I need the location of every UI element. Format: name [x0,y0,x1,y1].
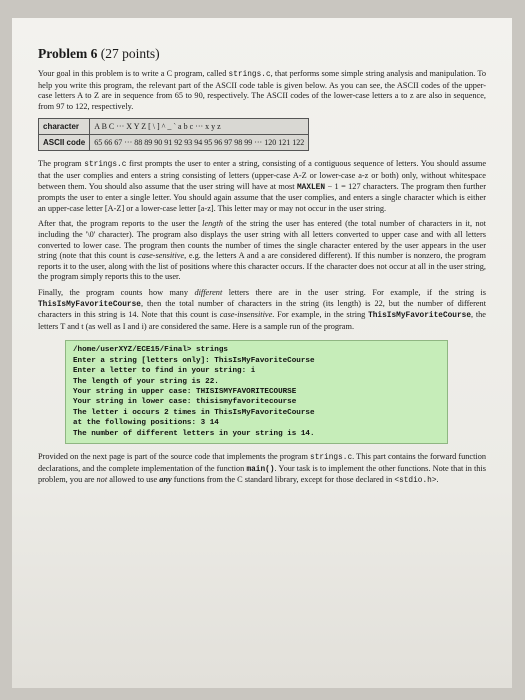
filename: strings.c [228,71,271,79]
emphasis: case-insensitive [219,310,273,320]
problem-points: (27 points) [100,46,160,61]
sample-line: Enter a letter to find in your string: i [73,367,256,376]
document-page [12,18,512,688]
sample-line: Enter a string [letters only]: ThisIsMyFavoriteCourse [73,356,315,365]
text: . [436,475,439,485]
paragraph-4 [38,452,486,487]
ascii-char-label: character [39,119,90,135]
ascii-code-label: ASCII code [39,135,90,151]
text: . This part contains the forward function declarations, and the complete implementation of the function [38,451,486,473]
paragraph-3 [38,288,486,332]
paragraph-2 [38,219,486,283]
function-name: main() [246,465,275,474]
text: After that, the program reports to the user the [38,219,203,229]
emphasis: case-sensitive [138,251,185,261]
sample-line: The letter i occurs 2 times in ThisIsMyFavoriteCourse [73,408,315,417]
text: functions from the C standard library, except for those declared in [171,475,395,485]
problem-name: Problem 6 [38,46,98,61]
emphasis: length [202,219,223,229]
emphasis: not [96,475,108,485]
sample-line: Your string in lower case: thisismyfavoritecourse [73,398,297,407]
text: Your goal in this problem is to write a C program, called [38,69,229,78]
text: , that performs some simple string analysis and manipulation. To help you write this program, the relevant part of the ASCII code table is given below. As you can see, the ASCII codes of the upper-case letters A to Z are in sequence from 65 to 90, respectively. The ASCII codes of the lower-case letters a to z are also in sequence, from 97 to 122, respectively. [38,69,486,111]
intro-paragraph [38,69,486,112]
text: of the string the user has entered (the total number of characters in it, not including the '\0' character). The program also displays the user string with all letters converted to upper case and with all letters converted to lower case. The program then counts the number of times the single character entered by the user appears in the user string (note that this count is [38,219,486,261]
sample-line: Your string in upper case: THISISMYFAVORITECOURSE [73,387,297,396]
text: . For example, in the string [272,310,369,320]
text: Finally, the program counts how many [38,287,195,297]
ascii-chars: A B C ··· X Y Z [ \ ] ^ _ ` a b c ··· x y z [90,119,309,135]
example-string: ThisIsMyFavoriteCourse [368,312,472,321]
ascii-codes: 65 66 67 ··· 88 89 90 91 92 93 94 95 96 97 98 99 ··· 120 121 122 [90,135,309,151]
paragraph-1 [38,159,486,214]
ascii-table [38,118,309,151]
example-string: ThisIsMyFavoriteCourse [38,300,141,309]
emphasis: different [194,287,223,297]
sample-line: /home/userXYZ/ECE15/Final> strings [73,346,228,355]
text: − 1 = 127 characters. The program then further prompts the user to enter a single letter. You should again assume that the user complies, and enters a single character which is either an upper-case letter [A-Z] or a lower-case letter [a-z]. This letter may or may not occur in the user string. [38,181,487,213]
header-name: <stdio.h> [394,477,437,486]
text: letters there are in the user string. For example, if the string is [222,287,486,297]
text: The program [38,159,85,169]
text: , e.g. the letters A and a are considered different). If this number is nonzero, the program reports it to the user, along with the list of positions where this character occurs. If the character does not occur at all in the user string, the program simply reports this to the user. [38,251,486,282]
sample-line: The number of different letters in your string is 14. [73,429,315,438]
maxlen-constant: MAXLEN [296,183,326,192]
text: , the letters T and t (as well as I and i) are considered the same. Here is a sample run of the program. [38,310,486,331]
text: first prompts the user to enter a string, consisting of a contiguous sequence of letters. You should assume that the user complies and enters a string consisting of letters (upper-case A-Z or lower-case a-z or both) only, without whitespace between them. You should also assume that the user string will have at most [38,159,486,191]
sample-line: at the following positions: 3 14 [73,419,219,428]
text: , then the total number of characters in the string (its length) is 22, but the number of different characters in this string is 14. Note that this count is [38,298,486,320]
text: allowed to use [107,475,160,485]
problem-heading [38,46,486,62]
emphasis: any [159,475,172,485]
sample-line: The length of your string is 22. [73,377,219,386]
sample-run-box [65,340,448,444]
text: . Your task is to implement the other functions. Note that in this problem, you are [38,463,486,485]
filename: strings.c [84,161,127,170]
filename: strings.c [310,453,353,462]
text: Provided on the next page is part of the source code that implements the program [38,451,311,461]
